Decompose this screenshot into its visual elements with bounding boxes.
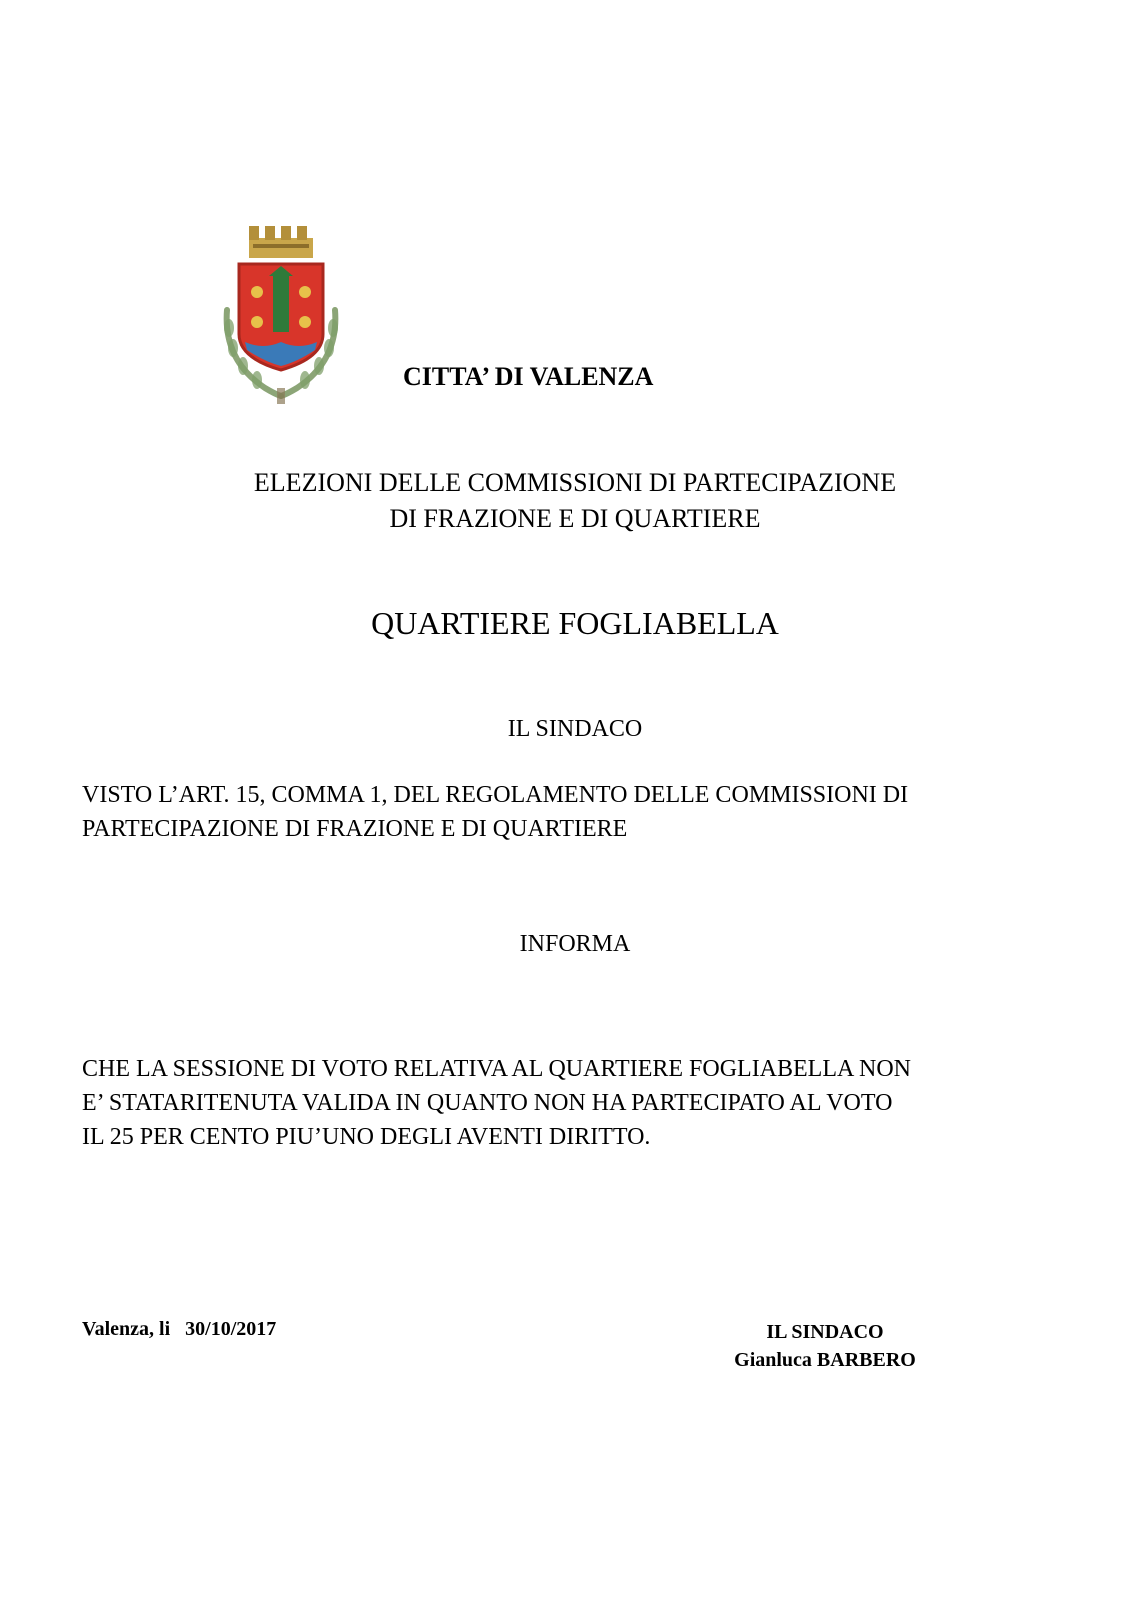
coat-of-arms-icon (205, 210, 357, 410)
legal-reference (82, 778, 1062, 846)
notice-body-line-3: IL 25 PER CENTO PIU’UNO DEGLI AVENTI DIRITTO. (82, 1124, 651, 1150)
elections-heading-line-1: ELEZIONI DELLE COMMISSIONI DI PARTECIPAZIONE (253, 468, 897, 497)
elections-heading (150, 465, 1000, 537)
informa-heading: INFORMA (519, 931, 631, 957)
city-title: CITTA’ DI VALENZA (403, 362, 654, 391)
legal-reference-line-1: VISTO L’ART. 15, COMMA 1, DEL REGOLAMENTO DELLE COMMISSIONI DI (82, 782, 909, 808)
signature-block (700, 1318, 950, 1374)
place-date: Valenza, li 30/10/2017 (82, 1318, 277, 1340)
elections-heading-line-2: DI FRAZIONE E DI QUARTIERE (389, 504, 761, 533)
notice-body (82, 1052, 1072, 1154)
signature-title: IL SINDACO (766, 1321, 884, 1343)
district-title: QUARTIERE FOGLIABELLA (371, 605, 779, 641)
mayor-heading: IL SINDACO (507, 716, 643, 742)
notice-body-line-2: E’ STATARITENUTA VALIDA IN QUANTO NON HA PARTECIPATO AL VOTO (82, 1090, 893, 1116)
legal-reference-line-2: PARTECIPAZIONE DI FRAZIONE E DI QUARTIERE (82, 816, 628, 842)
notice-body-line-1: CHE LA SESSIONE DI VOTO RELATIVA AL QUARTIERE FOGLIABELLA NON (82, 1056, 912, 1082)
signature-name: Gianluca BARBERO (734, 1349, 916, 1371)
